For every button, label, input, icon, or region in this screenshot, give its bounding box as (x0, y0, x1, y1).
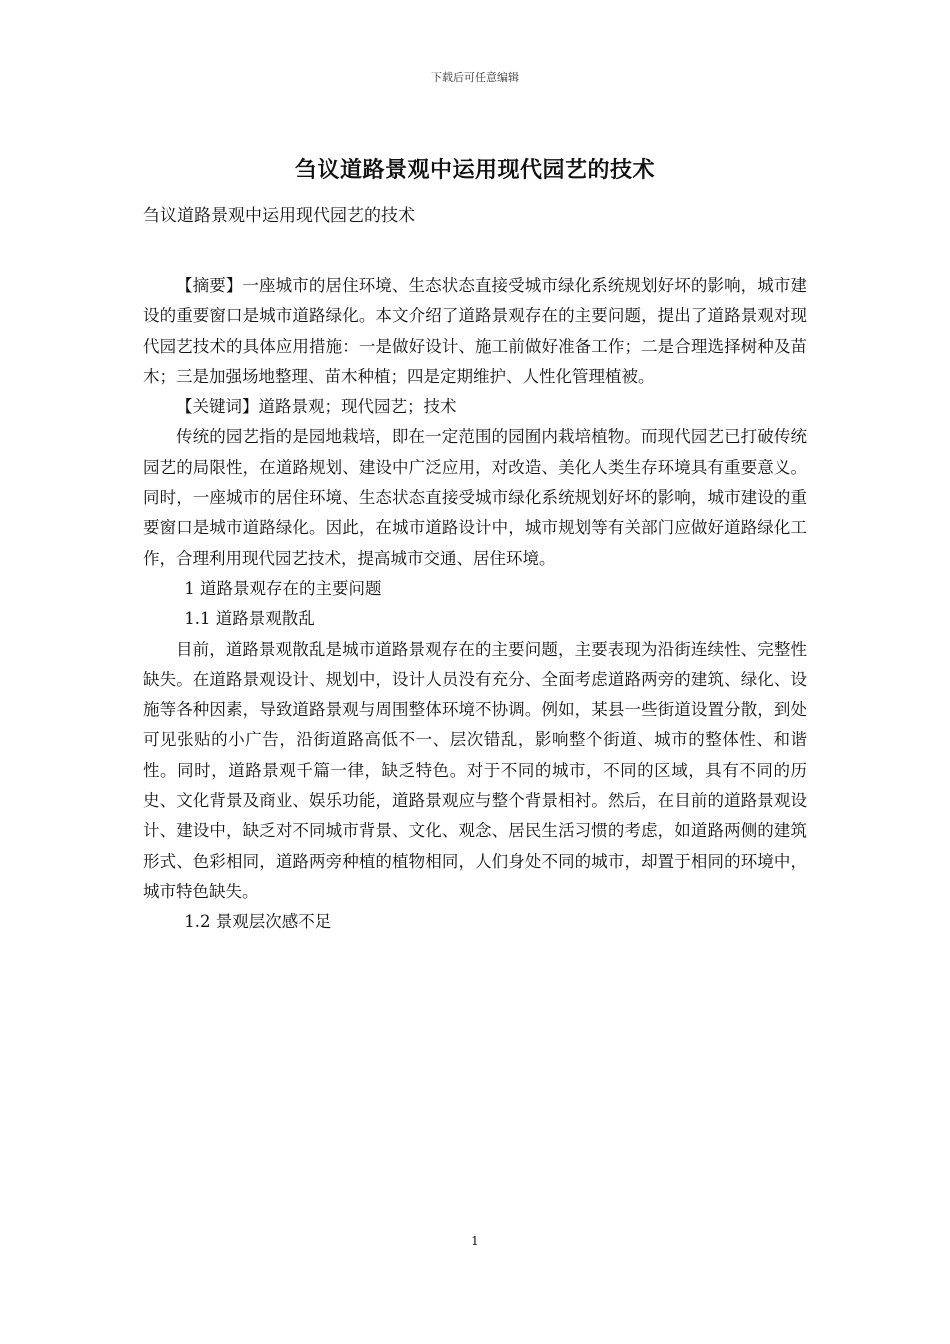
intro-paragraph: 传统的园艺指的是园地栽培，即在一定范围的园囿内栽培植物。而现代园艺已打破传统园艺的局限性，在道路规划、建设中广泛应用，对改造、美化人类生存环境具有重要意义。同时，一座城市的居住环境、生态状态直接受城市绿化系统规划好坏的影响，城市建设的重要窗口是城市道路绿化。因此，在城市道路设计中，城市规划等有关部门应做好道路绿化工作，合理利用现代园艺技术，提高城市交通、居住环境。 (143, 427, 807, 568)
document-body (143, 271, 807, 938)
header-note: 下载后可任意编辑 (431, 71, 519, 84)
abstract-paragraph: 【摘要】一座城市的居住环境、生态状态直接受城市绿化系统规划好坏的影响，城市建设的重要窗口是城市道路绿化。本文介绍了道路景观存在的主要问题，提出了道路景观对现代园艺技术的具体应用措施：一是做好设计、施工前做好准备工作；二是合理选择树种及苗木；三是加强场地整理、苗木种植；四是定期维护、人性化管理植被。 (143, 276, 807, 386)
subsection-heading-1-2: 1.2 景观层次感不足 (184, 912, 332, 932)
section-1-1-paragraph: 目前，道路景观散乱是城市道路景观存在的主要问题，主要表现为沿街连续性、完整性缺失。在道路景观设计、规划中，设计人员没有充分、全面考虑道路两旁的建筑、绿化、设施等各种因素，导致道路景观与周围整体环境不协调。例如，某县一些街道设置分散，到处可见张贴的小广告，沿街道路高低不一、层次错乱，影响整个街道、城市的整体性、和谐性。同时，道路景观千篇一律，缺乏特色。对于不同的城市，不同的区域，具有不同的历史、文化背景及商业、娱乐功能，道路景观应与整个背景相衬。然后，在目前的道路景观设计、建设中，缺乏对不同城市背景、文化、观念、居民生活习惯的考虑，如道路两侧的建筑形式、色彩相同，道路两旁种植的植物相同，人们身处不同的城市，却置于相同的环境中，城市特色缺失。 (143, 639, 807, 901)
section-heading-1: 1 道路景观存在的主要问题 (184, 578, 382, 598)
document-subtitle: 刍议道路景观中运用现代园艺的技术 (143, 206, 415, 226)
document-title: 刍议道路景观中运用现代园艺的技术 (294, 158, 655, 183)
page-number: 1 (471, 1234, 479, 1248)
keywords-paragraph: 【关键词】道路景观；现代园艺；技术 (176, 397, 457, 417)
subsection-heading-1-1: 1.1 道路景观散乱 (184, 609, 315, 629)
